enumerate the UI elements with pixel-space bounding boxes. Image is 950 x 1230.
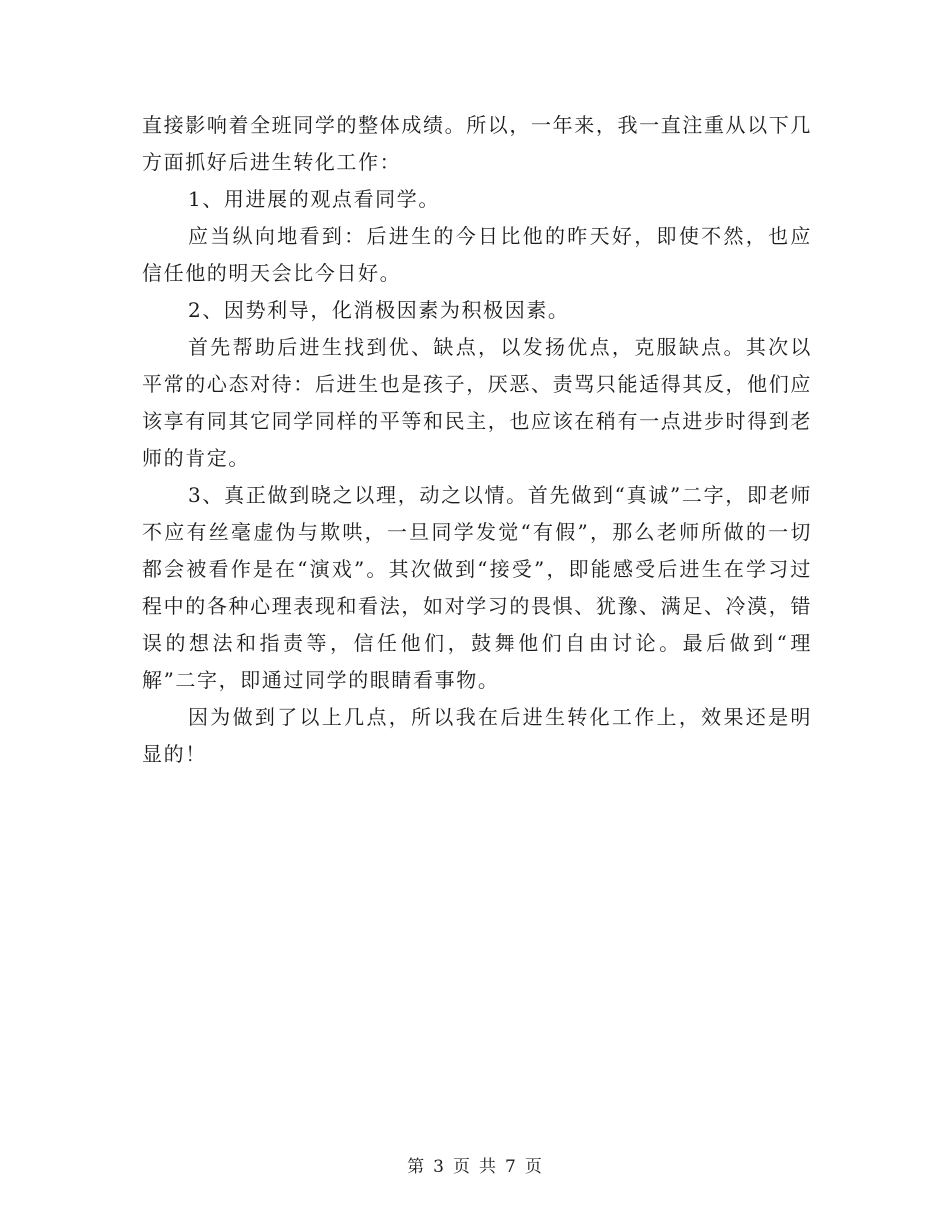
page-footer	[0, 1152, 950, 1177]
paragraph-conclusion: 因为做到了以上几点，所以我在后进生转化工作上，效果还是明显的！	[142, 705, 812, 766]
footer-total-pages: 7	[505, 1157, 517, 1177]
document-body	[142, 107, 812, 773]
paragraph-point-2-heading: 2、因势利导，化消极因素为积极因素。	[188, 298, 570, 322]
paragraph-point-1-heading: 1、用进展的观点看同学。	[188, 187, 440, 211]
paragraph-continuation: 直接影响着全班同学的整体成绩。所以，一年来，我一直注重从以下几方面抓好后进生转化工作：	[142, 113, 812, 174]
paragraph-point-3: 3、真正做到晓之以理，动之以情。首先做到“真诚”二字，即老师不应有丝毫虚伪与欺哄，一旦同学发觉“有假”，那么老师所做的一切都会被看作是在“演戏”。其次做到“接受”，即能感受后进生在学习过程中的各种心理表现和看法，如对学习的畏惧、犹豫、满足、冷漠，错误的想法和指责等，信任他们，鼓舞他们自由讨论。最后做到“理解”二字，即通过同学的眼睛看事物。	[142, 483, 812, 692]
footer-total-word: 共	[479, 1157, 497, 1177]
footer-current-page: 3	[433, 1157, 445, 1177]
paragraph-point-2-body: 首先帮助后进生找到优、缺点，以发扬优点，克服缺点。其次以平常的心态对待：后进生也是孩子，厌恶、责骂只能适得其反，他们应该享有同其它同学同样的平等和民主，也应该在稍有一点进步时得到老师的肯定。	[142, 335, 812, 470]
footer-page-suffix: 页	[524, 1157, 543, 1177]
footer-page-word: 页	[453, 1157, 471, 1177]
paragraph-point-1-body: 应当纵向地看到：后进生的今日比他的昨天好，即使不然，也应信任他的明天会比今日好。	[142, 224, 812, 285]
footer-page-prefix: 第	[407, 1157, 426, 1177]
